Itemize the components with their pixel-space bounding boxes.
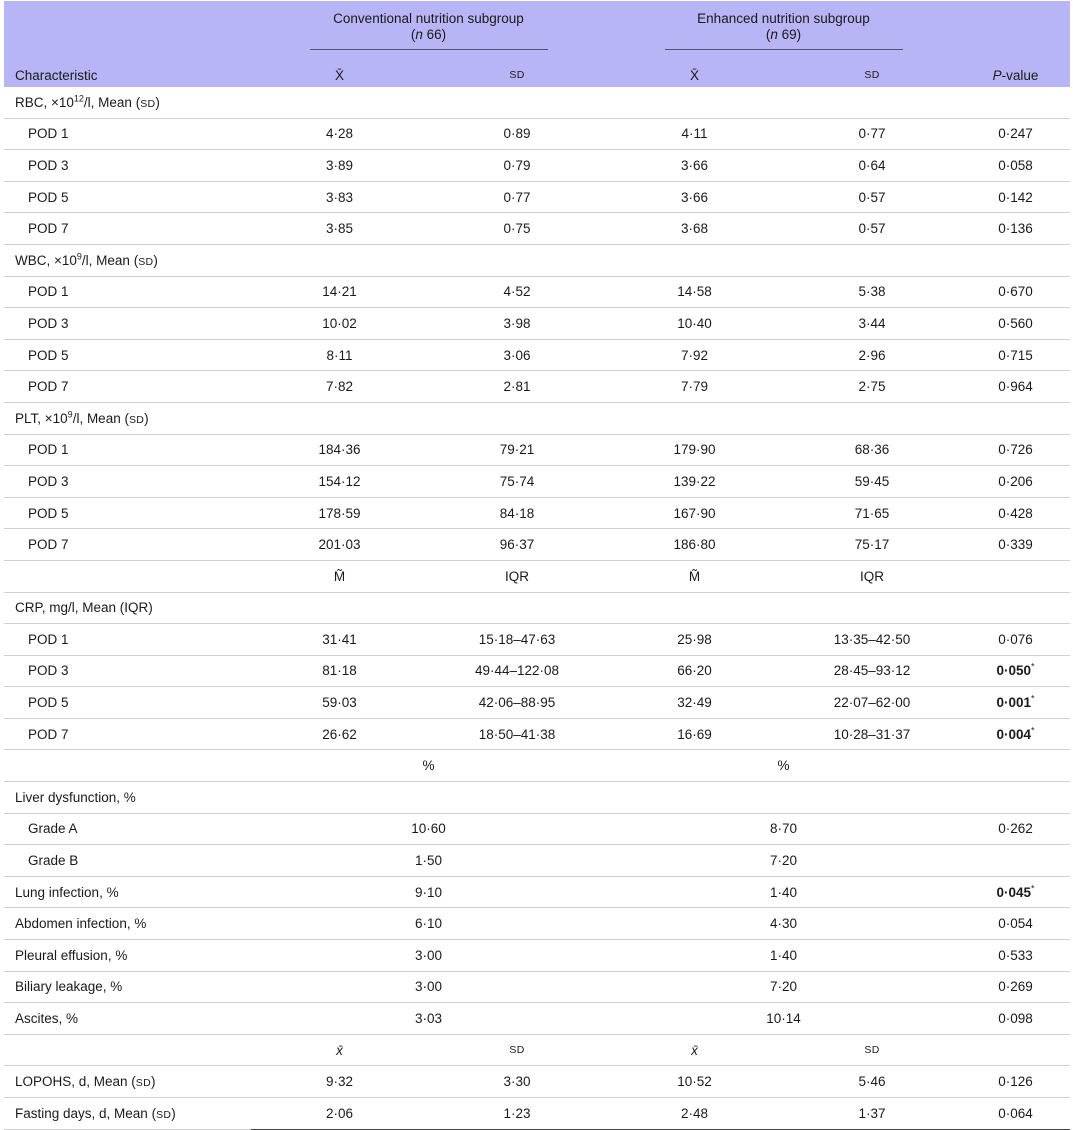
enh-percent: 1·40	[606, 876, 961, 908]
table-row	[4, 624, 1070, 656]
conv-percent: 3·00	[251, 971, 606, 1003]
row-label: POD 3	[4, 150, 251, 182]
enh-spread: 2·75	[783, 371, 961, 403]
conv-percent: 3·00	[251, 940, 606, 972]
table-row	[4, 876, 1070, 908]
p-value: 0·715	[961, 339, 1070, 371]
conv-spread: 18·50–41·38	[428, 718, 606, 750]
conv-value: 7·82	[251, 371, 428, 403]
conv-value: 31·41	[251, 624, 428, 656]
sub-conv-iqr: IQR	[428, 560, 606, 592]
sub-spacer-p	[961, 560, 1070, 592]
header-enh-mean: X̄	[606, 63, 783, 87]
conv-spread: 42·06–88·95	[428, 687, 606, 719]
enh-spread: 10·28–31·37	[783, 718, 961, 750]
row-label: POD 1	[4, 434, 251, 466]
conv-value: 3·83	[251, 181, 428, 213]
row-label: Ascites, %	[4, 1003, 251, 1035]
conv-spread: 3·30	[428, 1066, 606, 1098]
p-value: 0·262	[961, 813, 1070, 845]
p-value: 0·064	[961, 1098, 1070, 1130]
subheader-mean-sd	[4, 1034, 1070, 1066]
conv-spread: 3·98	[428, 308, 606, 340]
section-label-wbc: WBC, $\times 10^9/l$, Mean (SD)	[4, 244, 1070, 276]
enh-percent: 8·70	[606, 813, 961, 845]
enh-spread: 68·36	[783, 434, 961, 466]
p-value: 0·045*	[961, 876, 1070, 908]
conv-spread: 4·52	[428, 276, 606, 308]
row-label: POD 3	[4, 466, 251, 498]
table-row	[4, 466, 1070, 498]
enh-value: 32·49	[606, 687, 783, 719]
row-label: POD 1	[4, 624, 251, 656]
enhanced-group-n: (n 69)	[765, 27, 802, 42]
row-label: POD 1	[4, 276, 251, 308]
conv-value: 2·06	[251, 1098, 428, 1130]
table-row	[4, 845, 1070, 877]
enh-spread: 5·46	[783, 1066, 961, 1098]
conv-spread: 49·44–122·08	[428, 655, 606, 687]
row-label: POD 5	[4, 687, 251, 719]
results-table	[4, 1, 1070, 1130]
enh-spread: 75·17	[783, 529, 961, 561]
section-row-wbc	[4, 244, 1070, 276]
section-label-rbc: RBC, $\times 10^{12}/l$, Mean (SD)	[4, 87, 1070, 118]
conv-value: 8·11	[251, 339, 428, 371]
conv-value: 154·12	[251, 466, 428, 498]
row-label: Abdomen infection, %	[4, 908, 251, 940]
conv-value: 10·02	[251, 308, 428, 340]
conv-spread: 79·21	[428, 434, 606, 466]
p-value: 0·206	[961, 466, 1070, 498]
conv-percent: 10·60	[251, 813, 606, 845]
section-row-crp	[4, 592, 1070, 624]
conventional-group-n: (n 66)	[410, 27, 447, 42]
enh-percent: 1·40	[606, 940, 961, 972]
p-value: 0·098	[961, 1003, 1070, 1035]
enhanced-group-underline	[665, 49, 903, 50]
table-row	[4, 1098, 1070, 1130]
table-row	[4, 718, 1070, 750]
conv-value: 3·89	[251, 150, 428, 182]
enh-spread: 2·96	[783, 339, 961, 371]
header-spacer-p	[961, 1, 1070, 63]
enh-value: 10·52	[606, 1066, 783, 1098]
conventional-group-header	[251, 1, 606, 63]
enh-spread: 3·44	[783, 308, 961, 340]
p-value: 0·054	[961, 908, 1070, 940]
conv-spread: 2·81	[428, 371, 606, 403]
row-label: POD 5	[4, 181, 251, 213]
sub-spacer	[4, 750, 251, 782]
section-label-liver: Liver dysfunction, %	[4, 782, 1070, 814]
row-label: Grade B	[4, 845, 251, 877]
enh-spread: 28·45–93·12	[783, 655, 961, 687]
table-row	[4, 213, 1070, 245]
enh-value: 66·20	[606, 655, 783, 687]
enh-value: 7·79	[606, 371, 783, 403]
table-row	[4, 150, 1070, 182]
p-value: 0·339	[961, 529, 1070, 561]
enh-value: 3·66	[606, 150, 783, 182]
p-value	[961, 845, 1070, 877]
sub-enh-sd: SD	[783, 1034, 961, 1066]
enh-value: 3·66	[606, 181, 783, 213]
section-label-plt: PLT, $\times 10^9/l$, Mean (SD)	[4, 402, 1070, 434]
enh-percent: 7·20	[606, 971, 961, 1003]
row-label: Biliary leakage, %	[4, 971, 251, 1003]
table-row	[4, 971, 1070, 1003]
header-enh-sd: SD	[783, 63, 961, 87]
header-row-groups	[4, 1, 1070, 63]
enhanced-group-name: Enhanced nutrition subgroup	[697, 11, 870, 26]
row-label: Lung infection, %	[4, 876, 251, 908]
sub-spacer	[4, 1034, 251, 1066]
row-label: POD 3	[4, 655, 251, 687]
header-pvalue: P-value	[961, 63, 1070, 87]
conventional-group-underline	[310, 49, 548, 50]
enh-spread: 0·77	[783, 118, 961, 150]
p-value: 0·126	[961, 1066, 1070, 1098]
conv-percent: 1·50	[251, 845, 606, 877]
table-row	[4, 276, 1070, 308]
table-row	[4, 687, 1070, 719]
row-label: Pleural effusion, %	[4, 940, 251, 972]
conv-spread: 1·23	[428, 1098, 606, 1130]
row-label: LOPOHS, d, Mean (SD)	[4, 1066, 251, 1098]
conv-spread: 0·77	[428, 181, 606, 213]
table-row	[4, 434, 1070, 466]
enh-value: 14·58	[606, 276, 783, 308]
p-value: 0·247	[961, 118, 1070, 150]
p-value: 0·726	[961, 434, 1070, 466]
row-label: POD 1	[4, 118, 251, 150]
sub-conv-median: M̃	[251, 560, 428, 592]
section-row-rbc	[4, 87, 1070, 118]
enh-spread: 0·64	[783, 150, 961, 182]
p-value: 0·136	[961, 213, 1070, 245]
conv-value: 4·28	[251, 118, 428, 150]
enh-value: 3·68	[606, 213, 783, 245]
sub-enh-mean: x̄	[606, 1034, 783, 1066]
table-row	[4, 118, 1070, 150]
table-row	[4, 308, 1070, 340]
conv-value: 14·21	[251, 276, 428, 308]
p-value: 0·670	[961, 276, 1070, 308]
row-label: POD 7	[4, 718, 251, 750]
conv-spread: 0·89	[428, 118, 606, 150]
table-row	[4, 655, 1070, 687]
conv-value: 59·03	[251, 687, 428, 719]
enh-value: 139·22	[606, 466, 783, 498]
sub-spacer	[4, 560, 251, 592]
enh-spread: 1·37	[783, 1098, 961, 1130]
subheader-percent	[4, 750, 1070, 782]
p-value: 0·269	[961, 971, 1070, 1003]
conv-spread: 96·37	[428, 529, 606, 561]
conv-value: 81·18	[251, 655, 428, 687]
p-value: 0·058	[961, 150, 1070, 182]
enh-value: 10·40	[606, 308, 783, 340]
conv-value: 26·62	[251, 718, 428, 750]
conv-value: 178·59	[251, 497, 428, 529]
p-value: 0·533	[961, 940, 1070, 972]
table-body	[4, 87, 1070, 1129]
enhanced-group-header	[606, 1, 961, 63]
row-label: POD 7	[4, 213, 251, 245]
enh-spread: 71·65	[783, 497, 961, 529]
table-row	[4, 1003, 1070, 1035]
enh-spread: 13·35–42·50	[783, 624, 961, 656]
table-row	[4, 497, 1070, 529]
conv-spread: 84·18	[428, 497, 606, 529]
table-row	[4, 181, 1070, 213]
conv-percent: 6·10	[251, 908, 606, 940]
p-value: 0·076	[961, 624, 1070, 656]
section-row-plt	[4, 402, 1070, 434]
header-conv-sd: SD	[428, 63, 606, 87]
header-characteristic: Characteristic	[4, 63, 251, 87]
p-value: 0·004*	[961, 718, 1070, 750]
conv-spread: 3·06	[428, 339, 606, 371]
sub-spacer-p	[961, 750, 1070, 782]
enh-value: 186·80	[606, 529, 783, 561]
sub-conv-mean: x̄	[251, 1034, 428, 1066]
row-label: POD 3	[4, 308, 251, 340]
subheader-median-iqr	[4, 560, 1070, 592]
sub-enh-percent: %	[606, 750, 961, 782]
conv-spread: 0·79	[428, 150, 606, 182]
row-label: Fasting days, d, Mean (SD)	[4, 1098, 251, 1130]
table-row	[4, 940, 1070, 972]
table-row	[4, 1066, 1070, 1098]
enh-value: 4·11	[606, 118, 783, 150]
table-row	[4, 339, 1070, 371]
conv-value: 201·03	[251, 529, 428, 561]
enh-value: 179·90	[606, 434, 783, 466]
row-label: POD 7	[4, 371, 251, 403]
table-row	[4, 371, 1070, 403]
enh-spread: 0·57	[783, 181, 961, 213]
p-value: 0·050*	[961, 655, 1070, 687]
enh-percent: 7·20	[606, 845, 961, 877]
section-label-crp: CRP, mg/l, Mean (IQR)	[4, 592, 1070, 624]
conventional-group-name: Conventional nutrition subgroup	[333, 11, 524, 26]
sub-conv-percent: %	[251, 750, 606, 782]
sub-enh-median: M̃	[606, 560, 783, 592]
conv-value: 9·32	[251, 1066, 428, 1098]
p-value: 0·560	[961, 308, 1070, 340]
enh-spread: 0·57	[783, 213, 961, 245]
p-value: 0·428	[961, 497, 1070, 529]
conv-value: 184·36	[251, 434, 428, 466]
sub-spacer-p	[961, 1034, 1070, 1066]
enh-value: 167·90	[606, 497, 783, 529]
row-label: Grade A	[4, 813, 251, 845]
table-row	[4, 813, 1070, 845]
conv-spread: 15·18–47·63	[428, 624, 606, 656]
header-spacer	[4, 1, 251, 63]
header-row-columns	[4, 63, 1070, 87]
enh-value: 25·98	[606, 624, 783, 656]
p-value: 0·001*	[961, 687, 1070, 719]
row-label: POD 7	[4, 529, 251, 561]
conv-spread: 75·74	[428, 466, 606, 498]
enh-spread: 59·45	[783, 466, 961, 498]
sub-conv-sd: SD	[428, 1034, 606, 1066]
conv-spread: 0·75	[428, 213, 606, 245]
section-row-liver	[4, 782, 1070, 814]
enh-value: 2·48	[606, 1098, 783, 1130]
p-value: 0·142	[961, 181, 1070, 213]
conv-percent: 9·10	[251, 876, 606, 908]
conv-value: 3·85	[251, 213, 428, 245]
header-conv-mean: X̄	[251, 63, 428, 87]
table-row	[4, 529, 1070, 561]
enh-percent: 4·30	[606, 908, 961, 940]
enh-value: 7·92	[606, 339, 783, 371]
row-label: POD 5	[4, 497, 251, 529]
sub-enh-iqr: IQR	[783, 560, 961, 592]
conv-percent: 3·03	[251, 1003, 606, 1035]
p-value: 0·964	[961, 371, 1070, 403]
table-row	[4, 908, 1070, 940]
enh-spread: 22·07–62·00	[783, 687, 961, 719]
enh-value: 16·69	[606, 718, 783, 750]
enh-spread: 5·38	[783, 276, 961, 308]
row-label: POD 5	[4, 339, 251, 371]
enh-percent: 10·14	[606, 1003, 961, 1035]
